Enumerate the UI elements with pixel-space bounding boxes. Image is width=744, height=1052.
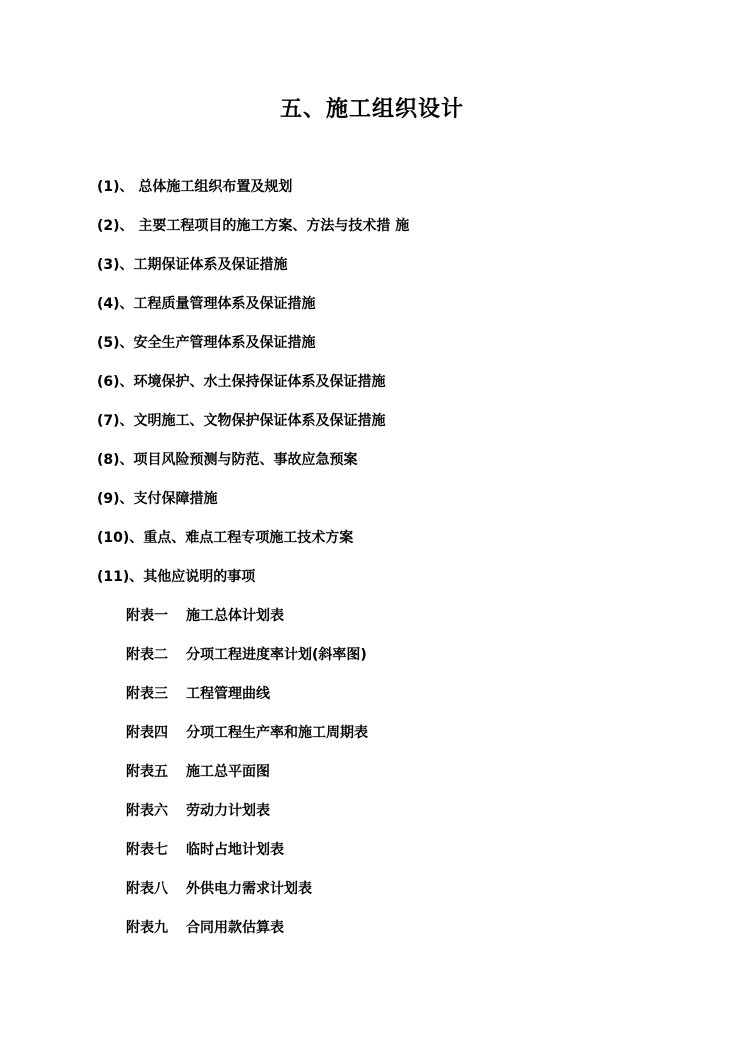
appendix-item-8 bbox=[126, 878, 368, 917]
appendix-label: 附表四 bbox=[126, 725, 168, 741]
appendix-item-7 bbox=[126, 839, 368, 878]
appendix-text: 工程管理曲线 bbox=[186, 686, 270, 702]
contents-item-7: (7)、文明施工、文物保护保证体系及保证措施 bbox=[97, 413, 386, 429]
appendix-text: 劳动力计划表 bbox=[186, 803, 270, 819]
appendix-text: 临时占地计划表 bbox=[186, 842, 284, 858]
contents-item-1: (1)、 总体施工组织布置及规划 bbox=[97, 179, 293, 195]
appendix-label: 附表七 bbox=[126, 842, 168, 858]
appendix-item-6 bbox=[126, 800, 368, 839]
appendix-text: 合同用款估算表 bbox=[186, 920, 284, 936]
appendix-item-5 bbox=[126, 761, 368, 800]
appendix-item-2 bbox=[126, 644, 368, 683]
appendix-item-1 bbox=[126, 605, 368, 644]
appendix-label: 附表六 bbox=[126, 803, 168, 819]
appendix-item-3 bbox=[126, 683, 368, 722]
contents-item-8: (8)、项目风险预测与防范、事故应急预案 bbox=[97, 452, 358, 468]
contents-item-4: (4)、工程质量管理体系及保证措施 bbox=[97, 296, 316, 312]
appendix-label: 附表三 bbox=[126, 686, 168, 702]
appendix-label: 附表九 bbox=[126, 920, 168, 936]
appendix-text: 分项工程生产率和施工周期表 bbox=[186, 725, 368, 741]
contents-item-9: (9)、支付保障措施 bbox=[97, 491, 218, 507]
appendix-text: 分项工程进度率计划(斜率图) bbox=[186, 647, 367, 663]
contents-item-6: (6)、环境保护、水土保持保证体系及保证措施 bbox=[97, 374, 386, 390]
appendix-item-9 bbox=[126, 917, 368, 956]
contents-item-3: (3)、工期保证体系及保证措施 bbox=[97, 257, 288, 273]
appendix-label: 附表五 bbox=[126, 764, 168, 780]
contents-item-5: (5)、安全生产管理体系及保证措施 bbox=[97, 335, 316, 351]
appendix-label: 附表二 bbox=[126, 647, 168, 663]
appendix-text: 施工总体计划表 bbox=[186, 608, 284, 624]
appendix-item-4 bbox=[126, 722, 368, 761]
appendix-label: 附表八 bbox=[126, 881, 168, 897]
appendix-list bbox=[126, 605, 368, 956]
contents-item-10: (10)、重点、难点工程专项施工技术方案 bbox=[97, 530, 354, 546]
contents-item-2: (2)、 主要工程项目的施工方案、方法与技术措 施 bbox=[97, 218, 410, 234]
appendix-text: 施工总平面图 bbox=[186, 764, 270, 780]
contents-item-11: (11)、其他应说明的事项 bbox=[97, 569, 256, 585]
appendix-text: 外供电力需求计划表 bbox=[186, 881, 312, 897]
contents-list bbox=[97, 176, 409, 605]
document-title: 五、施工组织设计 bbox=[279, 97, 464, 122]
appendix-label: 附表一 bbox=[126, 608, 168, 624]
